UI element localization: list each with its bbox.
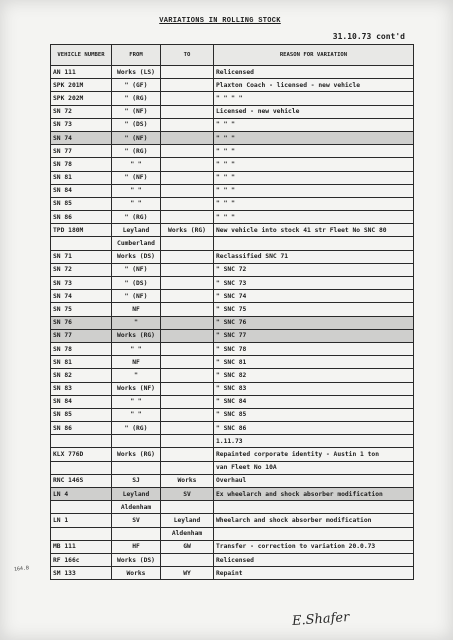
cell-reason: " SNC 76: [214, 316, 414, 329]
cell-to: [161, 501, 214, 514]
cell-from: NF: [112, 303, 161, 316]
cell-vehicle-number: SN 72: [51, 263, 112, 276]
cell-to: Works (RG): [161, 224, 214, 237]
cell-from: " (DS): [112, 277, 161, 290]
cell-reason: " " ": [214, 211, 414, 224]
cell-vehicle-number: SPK 202M: [51, 92, 112, 105]
cell-to: WY: [161, 567, 214, 580]
cell-reason: " " ": [214, 145, 414, 158]
cell-to: [161, 461, 214, 474]
cell-to: [161, 422, 214, 435]
table-row: [51, 145, 414, 158]
table-row: [51, 131, 414, 144]
cell-reason: " SNC 73: [214, 277, 414, 290]
cell-to: [161, 435, 214, 448]
cell-to: Leyland: [161, 514, 214, 527]
cell-to: SV: [161, 488, 214, 501]
cell-to: [161, 408, 214, 421]
cell-from: " (NF): [112, 105, 161, 118]
cell-reason: " " ": [214, 184, 414, 197]
cell-from: " ": [112, 395, 161, 408]
cell-from: Leyland: [112, 224, 161, 237]
rolling-stock-table: [50, 44, 414, 580]
cell-vehicle-number: SN 86: [51, 211, 112, 224]
cell-reason: van Fleet No 10A: [214, 461, 414, 474]
page-title: VARIATIONS IN ROLLING STOCK: [159, 17, 281, 25]
cell-from: Works (RG): [112, 329, 161, 342]
cell-to: [161, 316, 214, 329]
cell-reason: " " ": [214, 158, 414, 171]
table-row: [51, 448, 414, 461]
cell-to: [161, 342, 214, 355]
cell-reason: " SNC 83: [214, 382, 414, 395]
cell-to: [161, 395, 214, 408]
cell-from: ": [112, 316, 161, 329]
cell-from: Aldenham: [112, 501, 161, 514]
table-row: [51, 540, 414, 553]
cell-to: [161, 250, 214, 263]
table-row: [51, 474, 414, 487]
cell-vehicle-number: SN 74: [51, 131, 112, 144]
cell-to: Works: [161, 474, 214, 487]
header-to: TO: [161, 45, 214, 66]
table-row: [51, 118, 414, 131]
cell-vehicle-number: RNC 146S: [51, 474, 112, 487]
cell-to: [161, 79, 214, 92]
cell-to: [161, 184, 214, 197]
table-row: [51, 92, 414, 105]
cell-reason: Overhaul: [214, 474, 414, 487]
cell-from: " (RG): [112, 422, 161, 435]
cell-to: [161, 105, 214, 118]
cell-vehicle-number: LN 4: [51, 488, 112, 501]
table-row: [51, 435, 414, 448]
cell-vehicle-number: KLX 776D: [51, 448, 112, 461]
cell-from: [112, 527, 161, 540]
cell-to: [161, 92, 214, 105]
table-row: [51, 303, 414, 316]
table-row: [51, 382, 414, 395]
cell-vehicle-number: SN 83: [51, 382, 112, 395]
cell-from: " (DS): [112, 118, 161, 131]
cell-from: Works (DS): [112, 250, 161, 263]
table-row: [51, 171, 414, 184]
table-row: [51, 369, 414, 382]
header-vehicle-number: VEHICLE NUMBER: [51, 45, 112, 66]
table-row: [51, 395, 414, 408]
cell-reason: " " ": [214, 118, 414, 131]
cell-vehicle-number: SN 82: [51, 369, 112, 382]
cell-to: [161, 356, 214, 369]
cell-from: " ": [112, 408, 161, 421]
table-row: [51, 342, 414, 355]
table-row: [51, 527, 414, 540]
table-row: [51, 79, 414, 92]
cell-to: [161, 553, 214, 566]
table-row: [51, 184, 414, 197]
cell-vehicle-number: [51, 237, 112, 250]
cell-vehicle-number: SN 84: [51, 184, 112, 197]
cell-to: [161, 303, 214, 316]
cell-reason: Plaxton Coach - licensed - new vehicle: [214, 79, 414, 92]
cell-from: " (NF): [112, 131, 161, 144]
cell-to: [161, 263, 214, 276]
margin-note: 164.B: [13, 565, 30, 573]
cell-reason: Reclassified SNC 71: [214, 250, 414, 263]
cell-to: [161, 237, 214, 250]
cell-from: [112, 461, 161, 474]
signature: E.Shafer: [291, 610, 350, 629]
cell-reason: " SNC 82: [214, 369, 414, 382]
cell-reason: " SNC 86: [214, 422, 414, 435]
cell-from: Works: [112, 567, 161, 580]
table-row: [51, 329, 414, 342]
cell-to: [161, 131, 214, 144]
cell-reason: Licensed - new vehicle: [214, 105, 414, 118]
page-date: 31.10.73 cont'd: [332, 32, 405, 41]
table-row: [51, 66, 414, 79]
table-row: [51, 263, 414, 276]
cell-vehicle-number: [51, 461, 112, 474]
cell-to: [161, 66, 214, 79]
cell-vehicle-number: SN 73: [51, 118, 112, 131]
cell-to: [161, 448, 214, 461]
cell-reason: " " ": [214, 197, 414, 210]
cell-vehicle-number: SN 75: [51, 303, 112, 316]
cell-from: " (NF): [112, 290, 161, 303]
cell-to: [161, 290, 214, 303]
table-body: [51, 66, 414, 580]
cell-from: Works (LS): [112, 66, 161, 79]
cell-reason: Relicensed: [214, 553, 414, 566]
cell-from: " ": [112, 197, 161, 210]
cell-reason: " SNC 77: [214, 329, 414, 342]
cell-to: Aldenham: [161, 527, 214, 540]
cell-from: Works (DS): [112, 553, 161, 566]
cell-reason: " SNC 78: [214, 342, 414, 355]
cell-vehicle-number: SN 84: [51, 395, 112, 408]
cell-reason: " SNC 84: [214, 395, 414, 408]
cell-reason: [214, 237, 414, 250]
cell-vehicle-number: SN 72: [51, 105, 112, 118]
cell-vehicle-number: SN 86: [51, 422, 112, 435]
table-row: [51, 316, 414, 329]
cell-from: Cumberland: [112, 237, 161, 250]
table-row: [51, 197, 414, 210]
cell-from: " (NF): [112, 263, 161, 276]
cell-vehicle-number: SN 77: [51, 329, 112, 342]
cell-vehicle-number: [51, 435, 112, 448]
cell-vehicle-number: [51, 501, 112, 514]
cell-reason: " " ": [214, 131, 414, 144]
cell-from: " ": [112, 158, 161, 171]
cell-reason: " " ": [214, 171, 414, 184]
cell-reason: " SNC 85: [214, 408, 414, 421]
cell-reason: " " " ": [214, 92, 414, 105]
table-row: [51, 277, 414, 290]
cell-reason: [214, 501, 414, 514]
cell-from: NF: [112, 356, 161, 369]
table-row: [51, 567, 414, 580]
cell-from: " (RG): [112, 92, 161, 105]
cell-from: Works (RG): [112, 448, 161, 461]
cell-vehicle-number: SM 133: [51, 567, 112, 580]
cell-from: " ": [112, 342, 161, 355]
cell-from: " (RG): [112, 145, 161, 158]
cell-vehicle-number: SN 81: [51, 356, 112, 369]
cell-from: SV: [112, 514, 161, 527]
table-row: [51, 250, 414, 263]
table-row: [51, 290, 414, 303]
cell-from: SJ: [112, 474, 161, 487]
table-row: [51, 422, 414, 435]
cell-vehicle-number: LN 1: [51, 514, 112, 527]
table-row: [51, 501, 414, 514]
cell-reason: Repaint: [214, 567, 414, 580]
table-row: [51, 461, 414, 474]
cell-reason: Relicensed: [214, 66, 414, 79]
cell-reason: [214, 527, 414, 540]
cell-from: HF: [112, 540, 161, 553]
cell-reason: " SNC 75: [214, 303, 414, 316]
table-row: [51, 237, 414, 250]
cell-to: [161, 369, 214, 382]
cell-from: Leyland: [112, 488, 161, 501]
cell-to: [161, 277, 214, 290]
cell-reason: Transfer - correction to variation 20.0.73: [214, 540, 414, 553]
cell-reason: 1.11.73: [214, 435, 414, 448]
table-row: [51, 105, 414, 118]
cell-to: [161, 171, 214, 184]
cell-vehicle-number: SN 77: [51, 145, 112, 158]
cell-vehicle-number: [51, 527, 112, 540]
cell-to: [161, 382, 214, 395]
cell-to: [161, 197, 214, 210]
table-row: [51, 158, 414, 171]
table-row: [51, 514, 414, 527]
cell-from: " (GF): [112, 79, 161, 92]
cell-vehicle-number: SN 76: [51, 316, 112, 329]
cell-reason: Repainted corporate identity - Austin 1 ton: [214, 448, 414, 461]
cell-vehicle-number: SN 78: [51, 342, 112, 355]
cell-vehicle-number: SN 85: [51, 197, 112, 210]
header-reason: REASON FOR VARIATION: [214, 45, 414, 66]
table-row: [51, 211, 414, 224]
cell-from: [112, 435, 161, 448]
cell-to: [161, 158, 214, 171]
cell-vehicle-number: SN 78: [51, 158, 112, 171]
cell-to: [161, 145, 214, 158]
cell-vehicle-number: SN 71: [51, 250, 112, 263]
cell-to: [161, 211, 214, 224]
cell-reason: Wheelarch and shock absorber modification: [214, 514, 414, 527]
cell-from: ": [112, 369, 161, 382]
cell-reason: " SNC 74: [214, 290, 414, 303]
cell-reason: Ex wheelarch and shock absorber modification: [214, 488, 414, 501]
table-header-row: [51, 45, 414, 66]
cell-vehicle-number: TPD 180M: [51, 224, 112, 237]
cell-vehicle-number: MB 111: [51, 540, 112, 553]
cell-vehicle-number: SN 81: [51, 171, 112, 184]
cell-vehicle-number: AN 111: [51, 66, 112, 79]
cell-reason: New vehicle into stock 41 str Fleet No SNC 80: [214, 224, 414, 237]
cell-from: " (NF): [112, 171, 161, 184]
cell-from: " (RG): [112, 211, 161, 224]
cell-vehicle-number: SPK 201M: [51, 79, 112, 92]
table-row: [51, 408, 414, 421]
cell-from: Works (NF): [112, 382, 161, 395]
cell-from: " ": [112, 184, 161, 197]
header-from: FROM: [112, 45, 161, 66]
cell-vehicle-number: SN 74: [51, 290, 112, 303]
cell-vehicle-number: SN 85: [51, 408, 112, 421]
cell-to: [161, 118, 214, 131]
cell-vehicle-number: RF 166c: [51, 553, 112, 566]
table-row: [51, 224, 414, 237]
table-row: [51, 488, 414, 501]
cell-to: [161, 329, 214, 342]
table-row: [51, 356, 414, 369]
cell-reason: " SNC 72: [214, 263, 414, 276]
cell-to: GW: [161, 540, 214, 553]
cell-vehicle-number: SN 73: [51, 277, 112, 290]
cell-reason: " SNC 81: [214, 356, 414, 369]
table-row: [51, 553, 414, 566]
